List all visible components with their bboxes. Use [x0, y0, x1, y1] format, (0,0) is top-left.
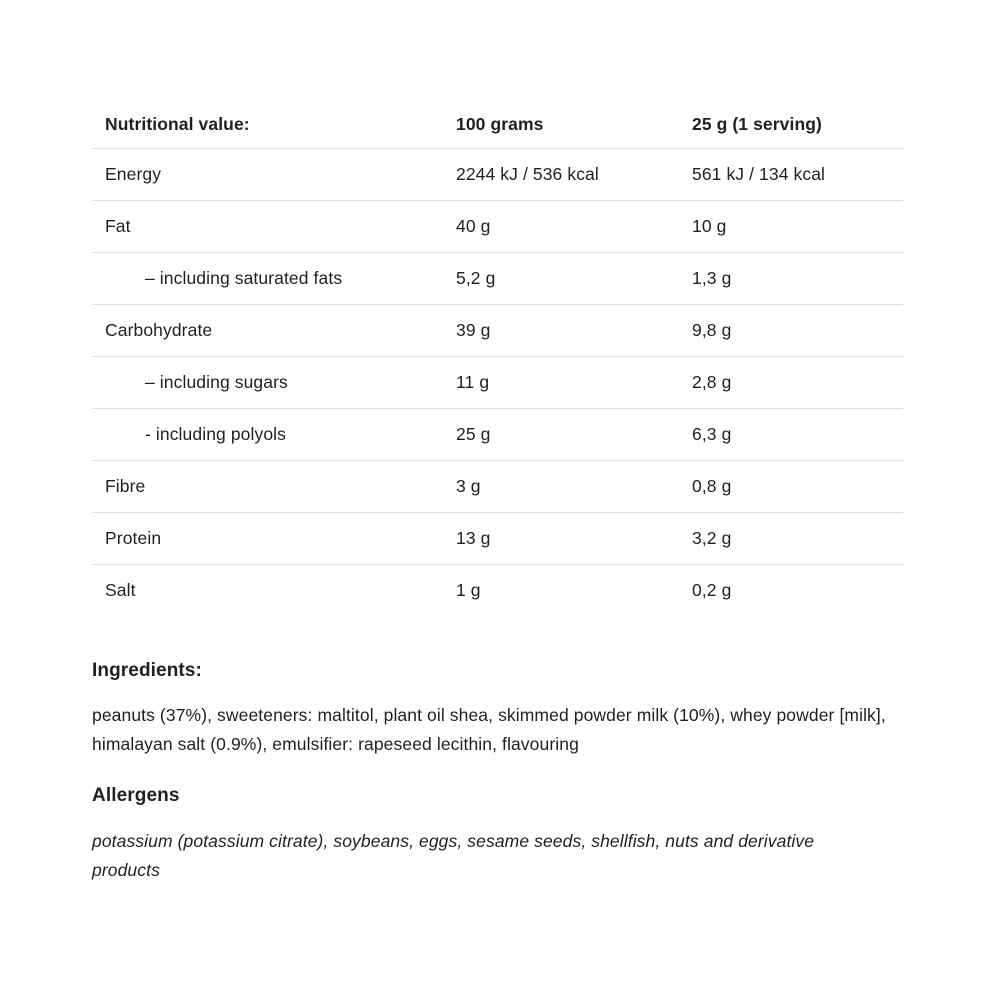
table-row-salt: [92, 565, 903, 617]
table-header-row: [92, 100, 903, 149]
table-row-polyols: [92, 409, 903, 461]
header-25g-serving: 25 g (1 serving): [692, 100, 903, 149]
row-label: Protein: [105, 528, 162, 548]
value-per-serving: 10 g: [692, 216, 727, 236]
table-row-saturated-fats: [92, 253, 903, 305]
table-row-fibre: [92, 461, 903, 513]
value-per-100g: 3 g: [456, 476, 481, 496]
value-per-serving: 0,8 g: [692, 476, 732, 496]
value-per-100g: 13 g: [456, 528, 491, 548]
allergens-heading: Allergens: [92, 785, 180, 806]
header-nutritional-value: Nutritional value:: [92, 100, 456, 149]
value-per-100g: 39 g: [456, 320, 491, 340]
table-row-fat: [92, 201, 903, 253]
value-per-serving: 0,2 g: [692, 580, 732, 600]
value-per-100g: 1 g: [456, 580, 481, 600]
row-label: Salt: [105, 580, 136, 600]
value-per-serving: 1,3 g: [692, 268, 732, 288]
table-row-protein: [92, 513, 903, 565]
row-label: Fat: [105, 216, 131, 236]
value-per-serving: 2,8 g: [692, 372, 732, 392]
allergens-text: potassium (potassium citrate), soybeans, eggs, sesame seeds, shellfish, nuts and derivative products: [92, 831, 815, 880]
row-label: Energy: [105, 164, 162, 184]
row-label: - including polyols: [145, 424, 287, 444]
header-100-grams: 100 grams: [456, 100, 692, 149]
value-per-serving: 3,2 g: [692, 528, 732, 548]
value-per-serving: 6,3 g: [692, 424, 732, 444]
table-row-sugars: [92, 357, 903, 409]
row-label: Carbohydrate: [105, 320, 213, 340]
value-per-serving: 561 kJ / 134 kcal: [692, 164, 826, 184]
row-label: – including sugars: [145, 372, 288, 392]
nutrition-table: [92, 100, 903, 616]
value-per-100g: 40 g: [456, 216, 491, 236]
value-per-100g: 25 g: [456, 424, 491, 444]
ingredients-heading: Ingredients:: [92, 660, 202, 681]
value-per-100g: 11 g: [456, 372, 490, 392]
row-label: – including saturated fats: [145, 268, 343, 288]
ingredients-text: peanuts (37%), sweeteners: maltitol, plant oil shea, skimmed powder milk (10%), whey powder [milk], himalayan salt (0.9%), emulsifier: rapeseed lecithin, flavouring: [92, 705, 886, 754]
value-per-100g: 5,2 g: [456, 268, 496, 288]
value-per-serving: 9,8 g: [692, 320, 732, 340]
value-per-100g: 2244 kJ / 536 kcal: [456, 164, 599, 184]
table-row-energy: [92, 149, 903, 201]
row-label: Fibre: [105, 476, 146, 496]
table-row-carbohydrate: [92, 305, 903, 357]
